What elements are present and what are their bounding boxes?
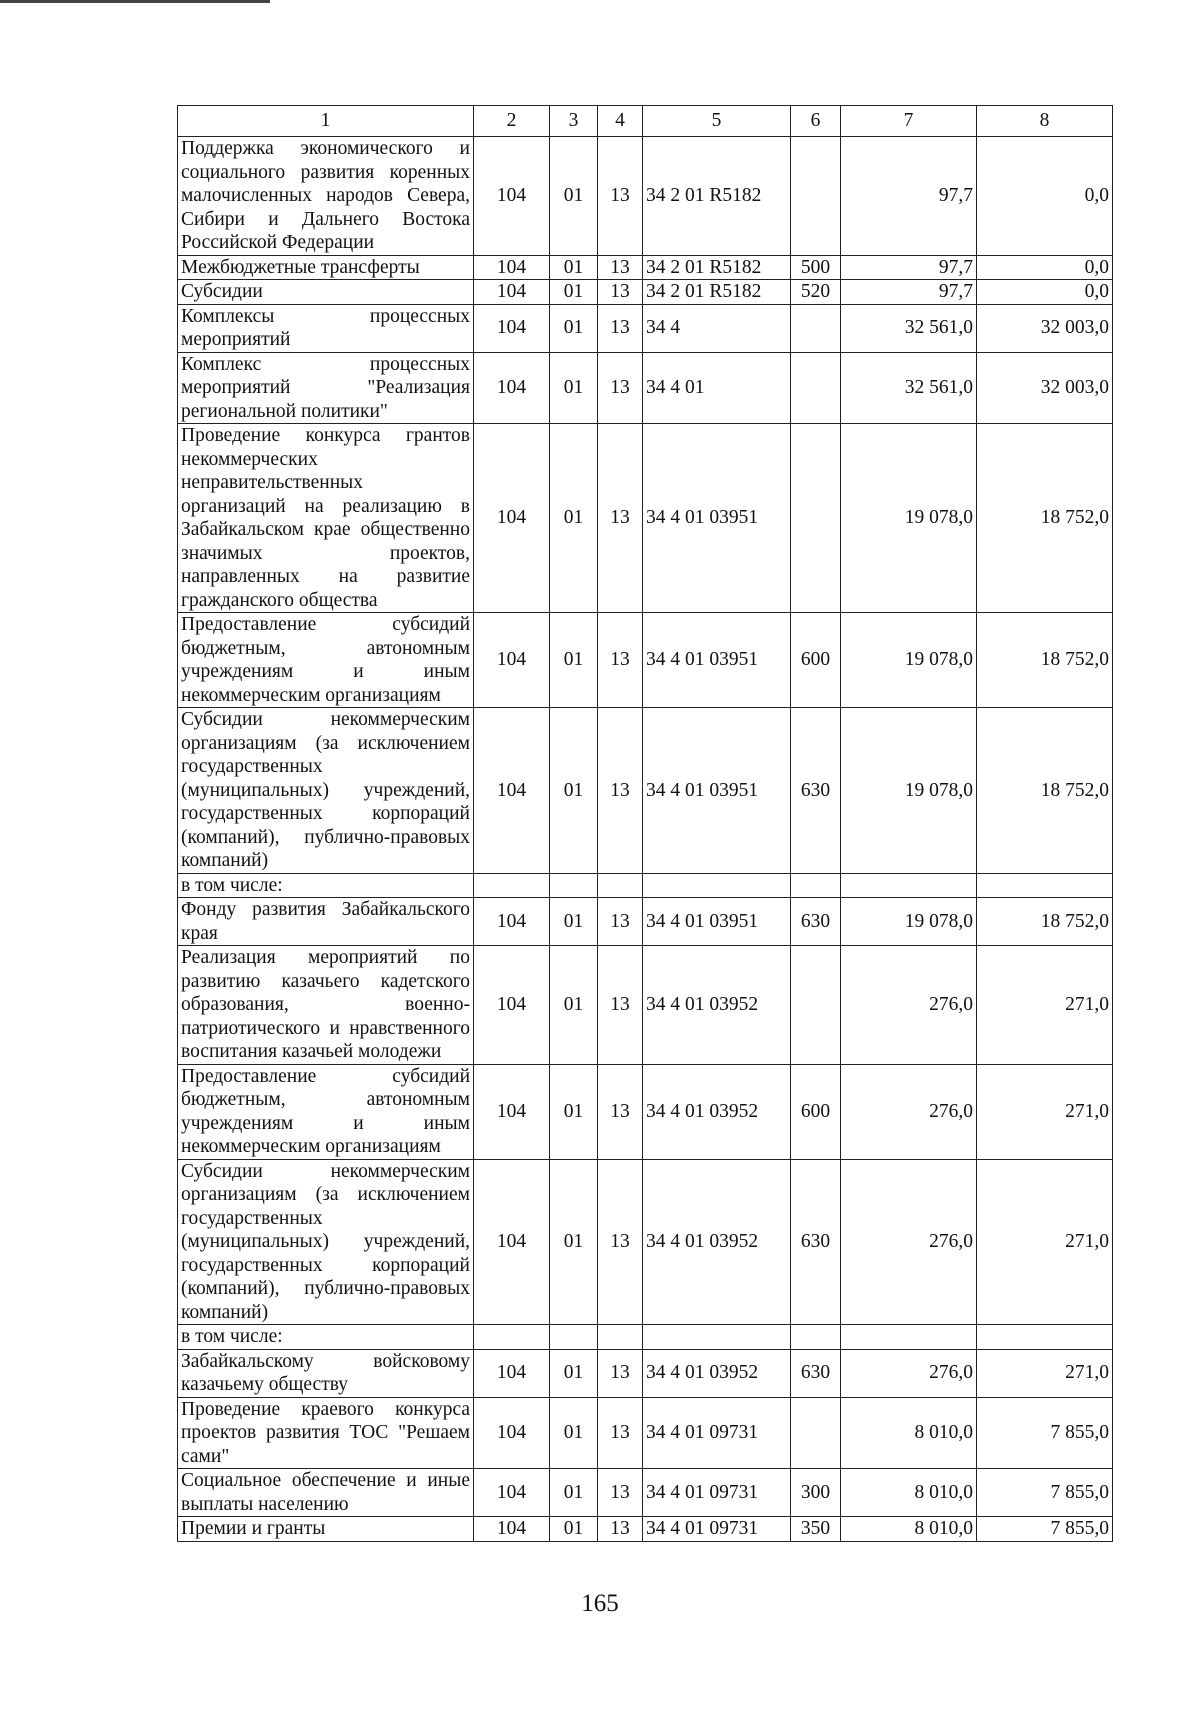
- cell-col5-code: 34 4 01 09731: [643, 1517, 791, 1542]
- column-header: 2: [474, 106, 550, 137]
- cell-col2: 104: [474, 613, 550, 708]
- cell-col6: 630: [791, 898, 841, 946]
- table-row: [178, 1325, 1113, 1350]
- cell-col4: [598, 1325, 643, 1350]
- cell-col7-amount: [841, 1325, 977, 1350]
- row-name: Предоставление субсидий бюджетным, автономным учреждениям и иным некоммерческим организациям: [178, 1064, 474, 1159]
- cell-col3: 01: [550, 304, 598, 352]
- column-header: 6: [791, 106, 841, 137]
- row-name: Проведение конкурса грантов некоммерческих неправительственных организаций на реализацию в Забайкальском крае общественно значимых проектов, направленных на развитие гражданского общества: [178, 424, 474, 613]
- table-row: [178, 708, 1113, 874]
- cell-col5-code: 34 4 01 09731: [643, 1469, 791, 1517]
- header-row: [178, 106, 1113, 137]
- cell-col2: 104: [474, 137, 550, 256]
- cell-col3: 01: [550, 1159, 598, 1325]
- cell-col4: 13: [598, 137, 643, 256]
- cell-col6: [791, 352, 841, 424]
- cell-col5-code: 34 4 01 03951: [643, 424, 791, 613]
- table-row: [178, 1469, 1113, 1517]
- cell-col8-amount: 32 003,0: [977, 304, 1113, 352]
- cell-col5-code: 34 4 01 03951: [643, 613, 791, 708]
- top-edge-rule: [0, 0, 270, 3]
- cell-col6: 350: [791, 1517, 841, 1542]
- row-name: Поддержка экономического и социального развития коренных малочисленных народов Севера, Сибири и Дальнего Востока Российской Федерации: [178, 137, 474, 256]
- cell-col4: 13: [598, 1349, 643, 1397]
- column-header: 3: [550, 106, 598, 137]
- column-header: 5: [643, 106, 791, 137]
- cell-col8-amount: 0,0: [977, 280, 1113, 305]
- cell-col5-code: 34 4 01 03951: [643, 708, 791, 874]
- cell-col3: 01: [550, 255, 598, 280]
- cell-col5-code: 34 4 01 03952: [643, 1349, 791, 1397]
- row-name: Реализация мероприятий по развитию казачьего кадетского образования, военно-патриотического и нравственного воспитания казачьей молодежи: [178, 946, 474, 1065]
- cell-col7-amount: 19 078,0: [841, 708, 977, 874]
- cell-col4: 13: [598, 613, 643, 708]
- cell-col4: 13: [598, 1064, 643, 1159]
- row-name: Межбюджетные трансферты: [178, 255, 474, 280]
- cell-col2: 104: [474, 898, 550, 946]
- cell-col7-amount: 276,0: [841, 1064, 977, 1159]
- cell-col3: 01: [550, 1469, 598, 1517]
- cell-col3: 01: [550, 1349, 598, 1397]
- table-row: [178, 1349, 1113, 1397]
- cell-col4: 13: [598, 1469, 643, 1517]
- cell-col6: 600: [791, 613, 841, 708]
- cell-col3: 01: [550, 613, 598, 708]
- cell-col8-amount: 0,0: [977, 137, 1113, 256]
- cell-col8-amount: 0,0: [977, 255, 1113, 280]
- table-row: [178, 1159, 1113, 1325]
- cell-col5-code: 34 4: [643, 304, 791, 352]
- cell-col8-amount: 271,0: [977, 1159, 1113, 1325]
- cell-col7-amount: 32 561,0: [841, 304, 977, 352]
- table-row: [178, 1064, 1113, 1159]
- row-name: Субсидии некоммерческим организациям (за исключением государственных (муниципальных) учреждений, государственных корпораций (компаний), публично-правовых компаний): [178, 1159, 474, 1325]
- cell-col4: 13: [598, 1159, 643, 1325]
- cell-col8-amount: 32 003,0: [977, 352, 1113, 424]
- cell-col3: [550, 1325, 598, 1350]
- cell-col3: 01: [550, 946, 598, 1065]
- cell-col6: [791, 1397, 841, 1469]
- cell-col2: 104: [474, 304, 550, 352]
- cell-col4: 13: [598, 280, 643, 305]
- cell-col3: 01: [550, 1517, 598, 1542]
- cell-col4: 13: [598, 1517, 643, 1542]
- row-name: Социальное обеспечение и иные выплаты населению: [178, 1469, 474, 1517]
- cell-col2: [474, 1325, 550, 1350]
- cell-col6: [791, 304, 841, 352]
- cell-col7-amount: 97,7: [841, 280, 977, 305]
- row-name: Субсидии некоммерческим организациям (за исключением государственных (муниципальных) учреждений, государственных корпораций (компаний), публично-правовых компаний): [178, 708, 474, 874]
- cell-col3: [550, 873, 598, 898]
- column-header: 4: [598, 106, 643, 137]
- table-row: [178, 255, 1113, 280]
- cell-col2: 104: [474, 1064, 550, 1159]
- cell-col8-amount: 7 855,0: [977, 1517, 1113, 1542]
- cell-col5-code: 34 2 01 R5182: [643, 280, 791, 305]
- cell-col3: 01: [550, 898, 598, 946]
- cell-col5-code: 34 4 01 03952: [643, 946, 791, 1065]
- cell-col6: [791, 424, 841, 613]
- cell-col6: 600: [791, 1064, 841, 1159]
- cell-col2: 104: [474, 946, 550, 1065]
- cell-col3: 01: [550, 1397, 598, 1469]
- cell-col6: 630: [791, 1159, 841, 1325]
- cell-col7-amount: 97,7: [841, 255, 977, 280]
- cell-col8-amount: 7 855,0: [977, 1397, 1113, 1469]
- cell-col5-code: 34 2 01 R5182: [643, 255, 791, 280]
- table-row: [178, 1517, 1113, 1542]
- cell-col6: 630: [791, 1349, 841, 1397]
- row-name: Предоставление субсидий бюджетным, автономным учреждениям и иным некоммерческим организациям: [178, 613, 474, 708]
- cell-col5-code: 34 4 01 09731: [643, 1397, 791, 1469]
- cell-col6: [791, 137, 841, 256]
- cell-col7-amount: 276,0: [841, 946, 977, 1065]
- column-header: 8: [977, 106, 1113, 137]
- cell-col6: 500: [791, 255, 841, 280]
- cell-col2: 104: [474, 352, 550, 424]
- cell-col3: 01: [550, 1064, 598, 1159]
- column-header: 7: [841, 106, 977, 137]
- cell-col8-amount: 271,0: [977, 1349, 1113, 1397]
- cell-col6: 300: [791, 1469, 841, 1517]
- cell-col4: 13: [598, 1397, 643, 1469]
- cell-col7-amount: 97,7: [841, 137, 977, 256]
- row-name: Субсидии: [178, 280, 474, 305]
- cell-col3: 01: [550, 280, 598, 305]
- cell-col3: 01: [550, 708, 598, 874]
- table-row: [178, 898, 1113, 946]
- cell-col8-amount: 271,0: [977, 946, 1113, 1065]
- cell-col5-code: [643, 1325, 791, 1350]
- cell-col7-amount: 8 010,0: [841, 1517, 977, 1542]
- cell-col4: [598, 873, 643, 898]
- cell-col2: 104: [474, 280, 550, 305]
- cell-col2: 104: [474, 1517, 550, 1542]
- cell-col7-amount: 19 078,0: [841, 613, 977, 708]
- cell-col7-amount: 8 010,0: [841, 1397, 977, 1469]
- cell-col5-code: 34 4 01 03952: [643, 1159, 791, 1325]
- cell-col2: 104: [474, 424, 550, 613]
- cell-col8-amount: 271,0: [977, 1064, 1113, 1159]
- cell-col7-amount: 8 010,0: [841, 1469, 977, 1517]
- row-name: Комплекс процессных мероприятий "Реализация региональной политики": [178, 352, 474, 424]
- cell-col6: [791, 946, 841, 1065]
- cell-col2: 104: [474, 255, 550, 280]
- cell-col2: 104: [474, 1397, 550, 1469]
- cell-col8-amount: 18 752,0: [977, 898, 1113, 946]
- cell-col5-code: 34 4 01 03951: [643, 898, 791, 946]
- page-number: 165: [581, 1590, 619, 1617]
- cell-col8-amount: 18 752,0: [977, 613, 1113, 708]
- table-row: [178, 352, 1113, 424]
- table-row: [178, 424, 1113, 613]
- cell-col8-amount: 18 752,0: [977, 424, 1113, 613]
- cell-col7-amount: [841, 873, 977, 898]
- cell-col7-amount: 19 078,0: [841, 898, 977, 946]
- cell-col6: [791, 1325, 841, 1350]
- column-header: 1: [178, 106, 474, 137]
- cell-col3: 01: [550, 137, 598, 256]
- cell-col4: 13: [598, 352, 643, 424]
- cell-col2: 104: [474, 708, 550, 874]
- cell-col7-amount: 19 078,0: [841, 424, 977, 613]
- cell-col5-code: 34 2 01 R5182: [643, 137, 791, 256]
- cell-col4: 13: [598, 255, 643, 280]
- cell-col2: 104: [474, 1469, 550, 1517]
- cell-col2: 104: [474, 1349, 550, 1397]
- row-name: в том числе:: [178, 873, 474, 898]
- cell-col7-amount: 32 561,0: [841, 352, 977, 424]
- row-name: Комплексы процессных мероприятий: [178, 304, 474, 352]
- cell-col4: 13: [598, 898, 643, 946]
- row-name: Забайкальскому войсковому казачьему обществу: [178, 1349, 474, 1397]
- row-name: Фонду развития Забайкальского края: [178, 898, 474, 946]
- cell-col5-code: 34 4 01: [643, 352, 791, 424]
- budget-table: [177, 105, 1113, 1542]
- cell-col5-code: [643, 873, 791, 898]
- cell-col8-amount: 7 855,0: [977, 1469, 1113, 1517]
- cell-col4: 13: [598, 708, 643, 874]
- cell-col8-amount: [977, 1325, 1113, 1350]
- cell-col2: [474, 873, 550, 898]
- cell-col8-amount: 18 752,0: [977, 708, 1113, 874]
- cell-col7-amount: 276,0: [841, 1159, 977, 1325]
- cell-col6: 630: [791, 708, 841, 874]
- cell-col5-code: 34 4 01 03952: [643, 1064, 791, 1159]
- cell-col2: 104: [474, 1159, 550, 1325]
- cell-col8-amount: [977, 873, 1113, 898]
- cell-col4: 13: [598, 424, 643, 613]
- table-row: [178, 873, 1113, 898]
- table-row: [178, 280, 1113, 305]
- cell-col3: 01: [550, 424, 598, 613]
- table-row: [178, 613, 1113, 708]
- cell-col4: 13: [598, 946, 643, 1065]
- table-row: [178, 304, 1113, 352]
- cell-col7-amount: 276,0: [841, 1349, 977, 1397]
- table-row: [178, 1397, 1113, 1469]
- cell-col6: [791, 873, 841, 898]
- cell-col3: 01: [550, 352, 598, 424]
- row-name: в том числе:: [178, 1325, 474, 1350]
- cell-col6: 520: [791, 280, 841, 305]
- table-row: [178, 137, 1113, 256]
- table-row: [178, 946, 1113, 1065]
- row-name: Премии и гранты: [178, 1517, 474, 1542]
- row-name: Проведение краевого конкурса проектов развития ТОС "Решаем сами": [178, 1397, 474, 1469]
- cell-col4: 13: [598, 304, 643, 352]
